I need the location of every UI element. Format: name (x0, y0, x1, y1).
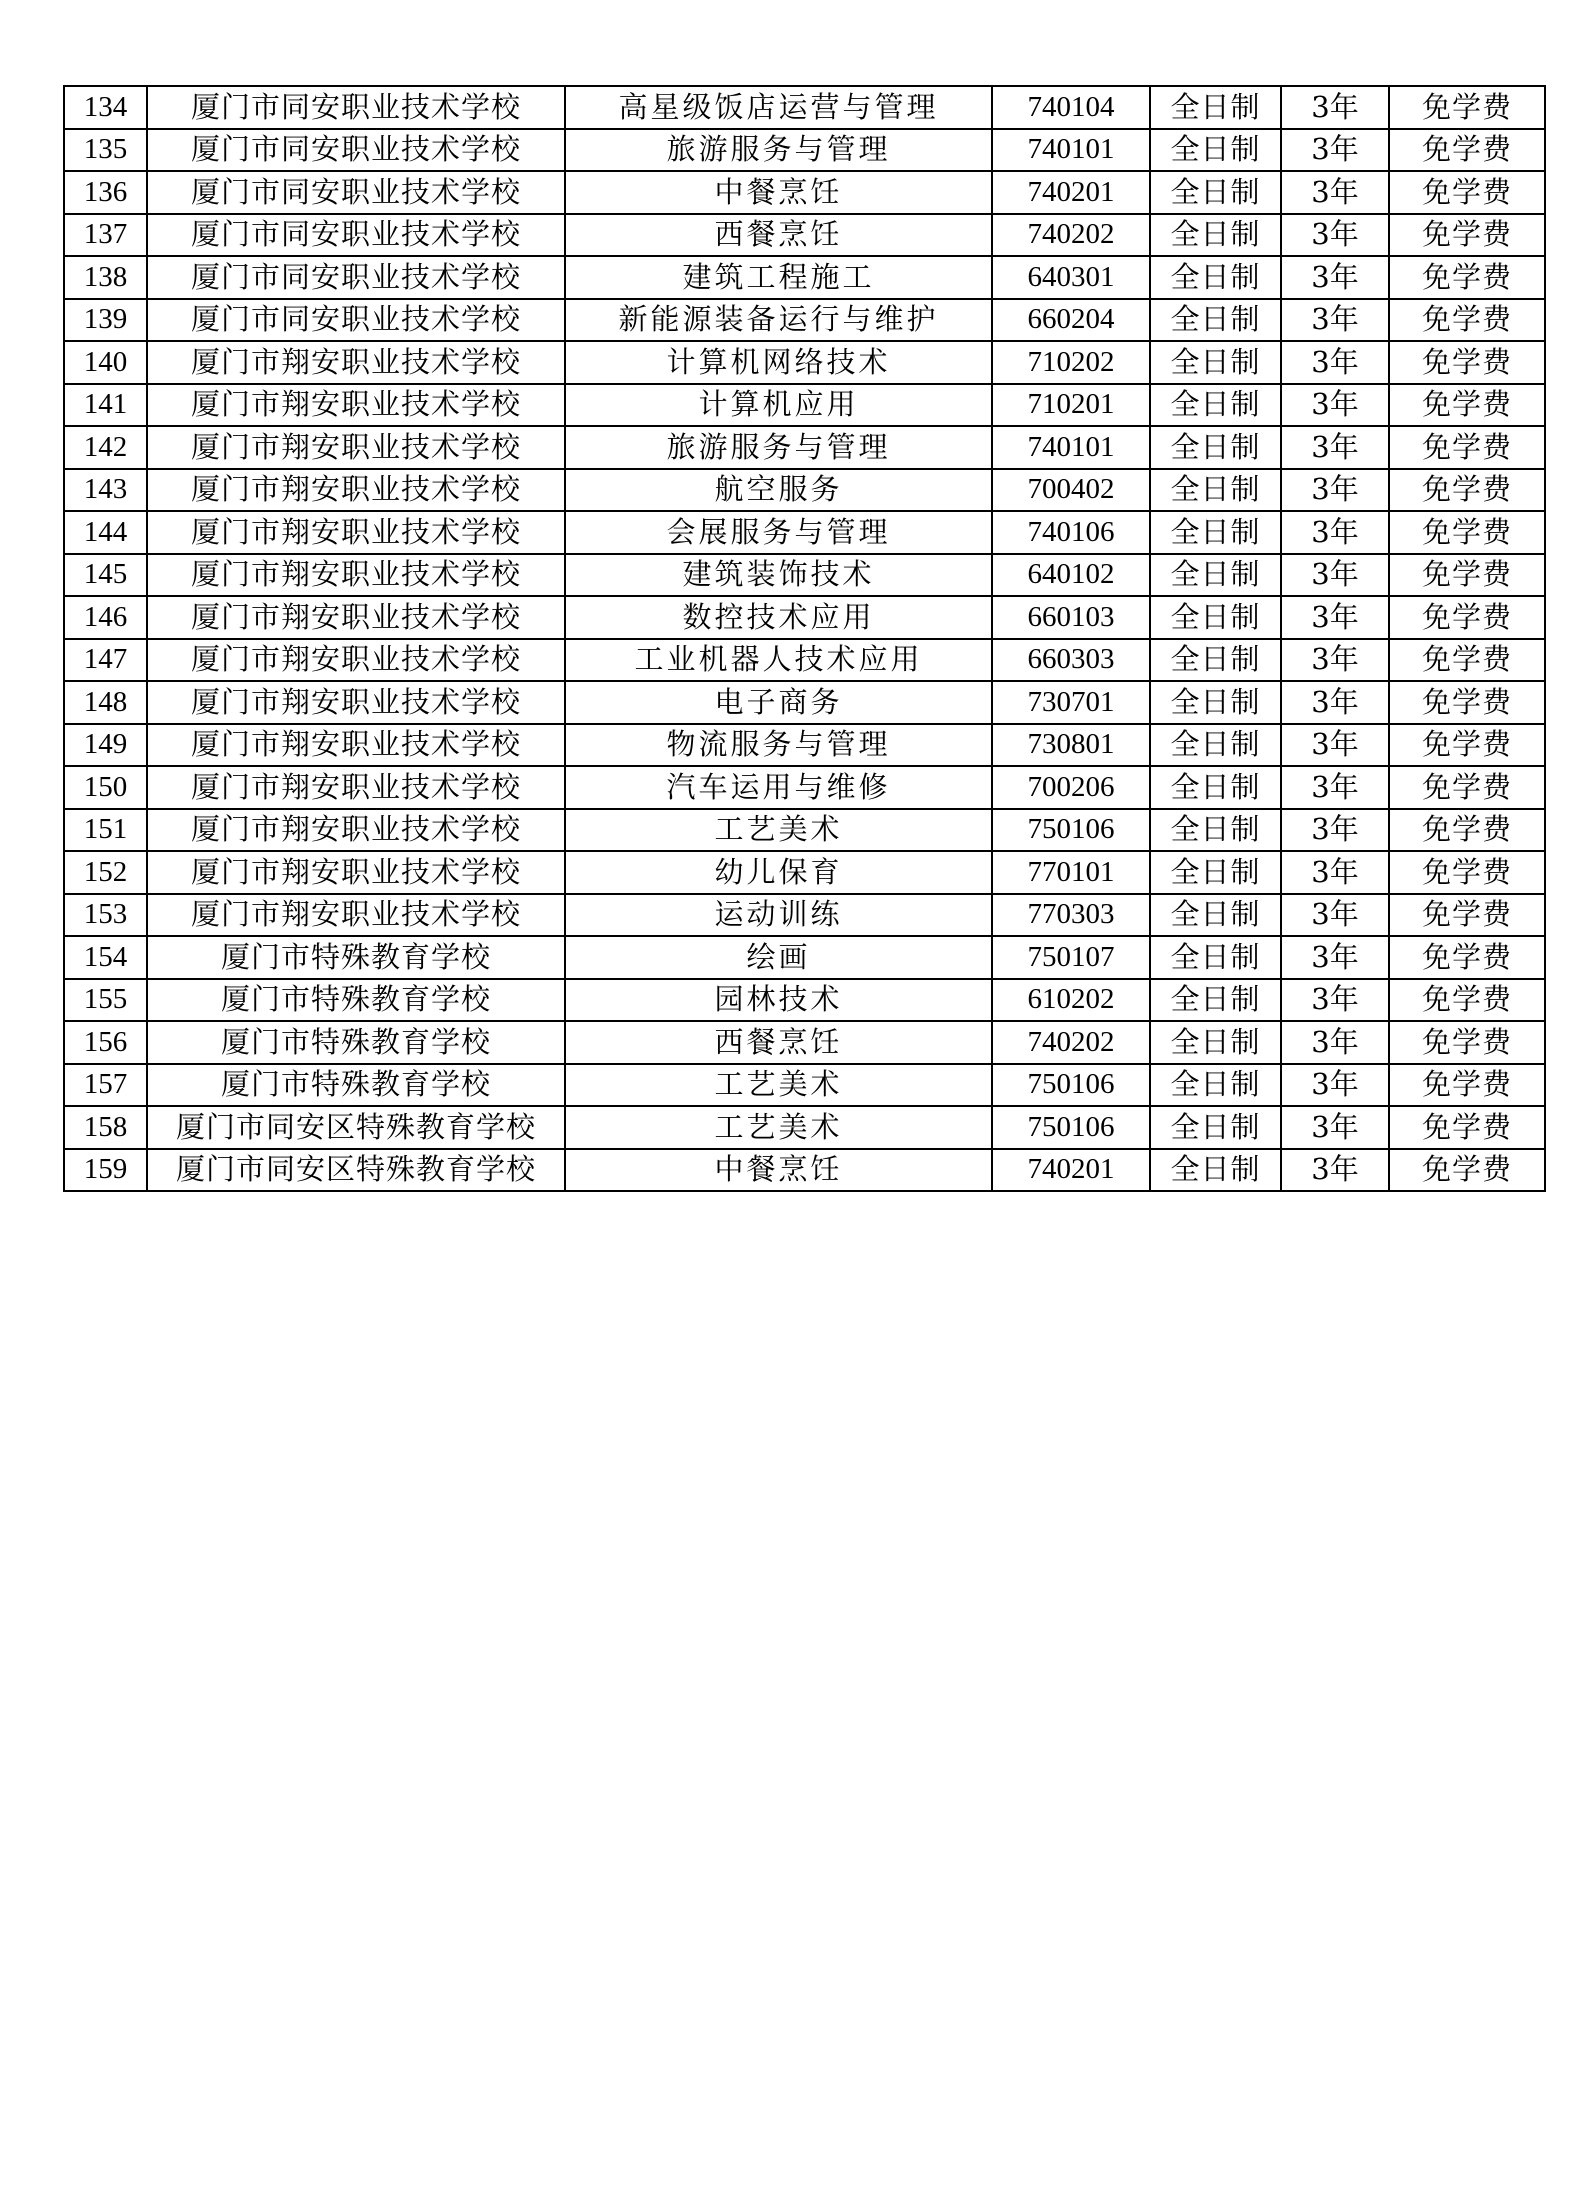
duration-cell: 3年 (1281, 596, 1389, 639)
school-name-cell: 厦门市同安职业技术学校 (147, 256, 565, 299)
major-name-cell: 新能源装备运行与维护 (565, 299, 992, 342)
duration-cell: 3年 (1281, 341, 1389, 384)
major-name-cell: 工业机器人技术应用 (565, 639, 992, 682)
study-mode-cell: 全日制 (1150, 936, 1281, 979)
duration-cell: 3年 (1281, 214, 1389, 257)
major-code-cell: 750106 (992, 1064, 1150, 1107)
school-name-cell: 厦门市翔安职业技术学校 (147, 809, 565, 852)
major-name-cell: 工艺美术 (565, 1064, 992, 1107)
tuition-cell: 免学费 (1389, 214, 1545, 257)
school-name-cell: 厦门市翔安职业技术学校 (147, 596, 565, 639)
table-row (64, 681, 1545, 724)
school-name-cell: 厦门市特殊教育学校 (147, 936, 565, 979)
duration-cell: 3年 (1281, 639, 1389, 682)
duration-cell: 3年 (1281, 256, 1389, 299)
table-row (64, 1106, 1545, 1149)
school-name-cell: 厦门市同安职业技术学校 (147, 171, 565, 214)
tuition-cell: 免学费 (1389, 256, 1545, 299)
row-number-cell: 153 (64, 894, 147, 937)
tuition-cell: 免学费 (1389, 171, 1545, 214)
row-number-cell: 138 (64, 256, 147, 299)
row-number-cell: 154 (64, 936, 147, 979)
major-name-cell: 旅游服务与管理 (565, 426, 992, 469)
major-code-cell: 710201 (992, 384, 1150, 427)
major-code-cell: 740202 (992, 214, 1150, 257)
major-code-cell: 750107 (992, 936, 1150, 979)
major-name-cell: 幼儿保育 (565, 851, 992, 894)
tuition-cell: 免学费 (1389, 936, 1545, 979)
table-row (64, 299, 1545, 342)
row-number-cell: 152 (64, 851, 147, 894)
major-code-cell: 750106 (992, 1106, 1150, 1149)
school-name-cell: 厦门市同安职业技术学校 (147, 86, 565, 129)
school-name-cell: 厦门市翔安职业技术学校 (147, 341, 565, 384)
school-name-cell: 厦门市翔安职业技术学校 (147, 851, 565, 894)
school-name-cell: 厦门市同安职业技术学校 (147, 299, 565, 342)
school-name-cell: 厦门市同安职业技术学校 (147, 129, 565, 172)
major-code-cell: 750106 (992, 809, 1150, 852)
major-name-cell: 中餐烹饪 (565, 171, 992, 214)
school-name-cell: 厦门市翔安职业技术学校 (147, 469, 565, 512)
row-number-cell: 136 (64, 171, 147, 214)
row-number-cell: 140 (64, 341, 147, 384)
major-code-cell: 610202 (992, 979, 1150, 1022)
duration-cell: 3年 (1281, 384, 1389, 427)
major-name-cell: 建筑装饰技术 (565, 554, 992, 597)
duration-cell: 3年 (1281, 1149, 1389, 1192)
row-number-cell: 146 (64, 596, 147, 639)
tuition-cell: 免学费 (1389, 426, 1545, 469)
major-name-cell: 电子商务 (565, 681, 992, 724)
study-mode-cell: 全日制 (1150, 681, 1281, 724)
duration-cell: 3年 (1281, 86, 1389, 129)
school-name-cell: 厦门市同安区特殊教育学校 (147, 1149, 565, 1192)
tuition-cell: 免学费 (1389, 766, 1545, 809)
major-code-cell: 740202 (992, 1021, 1150, 1064)
major-name-cell: 绘画 (565, 936, 992, 979)
table-row (64, 766, 1545, 809)
tuition-cell: 免学费 (1389, 1021, 1545, 1064)
major-name-cell: 建筑工程施工 (565, 256, 992, 299)
study-mode-cell: 全日制 (1150, 894, 1281, 937)
tuition-cell: 免学费 (1389, 681, 1545, 724)
major-name-cell: 旅游服务与管理 (565, 129, 992, 172)
school-name-cell: 厦门市特殊教育学校 (147, 979, 565, 1022)
row-number-cell: 137 (64, 214, 147, 257)
duration-cell: 3年 (1281, 766, 1389, 809)
study-mode-cell: 全日制 (1150, 426, 1281, 469)
tuition-cell: 免学费 (1389, 341, 1545, 384)
school-name-cell: 厦门市翔安职业技术学校 (147, 724, 565, 767)
study-mode-cell: 全日制 (1150, 171, 1281, 214)
school-name-cell: 厦门市特殊教育学校 (147, 1021, 565, 1064)
table-row (64, 1064, 1545, 1107)
table-row (64, 511, 1545, 554)
major-code-cell: 710202 (992, 341, 1150, 384)
duration-cell: 3年 (1281, 511, 1389, 554)
table-row (64, 171, 1545, 214)
study-mode-cell: 全日制 (1150, 1064, 1281, 1107)
study-mode-cell: 全日制 (1150, 809, 1281, 852)
table-row (64, 809, 1545, 852)
major-name-cell: 运动训练 (565, 894, 992, 937)
row-number-cell: 151 (64, 809, 147, 852)
table-row (64, 469, 1545, 512)
duration-cell: 3年 (1281, 851, 1389, 894)
school-name-cell: 厦门市翔安职业技术学校 (147, 766, 565, 809)
duration-cell: 3年 (1281, 979, 1389, 1022)
row-number-cell: 143 (64, 469, 147, 512)
study-mode-cell: 全日制 (1150, 129, 1281, 172)
study-mode-cell: 全日制 (1150, 256, 1281, 299)
tuition-cell: 免学费 (1389, 1064, 1545, 1107)
row-number-cell: 147 (64, 639, 147, 682)
major-code-cell: 640301 (992, 256, 1150, 299)
study-mode-cell: 全日制 (1150, 299, 1281, 342)
duration-cell: 3年 (1281, 554, 1389, 597)
major-code-cell: 730701 (992, 681, 1150, 724)
study-mode-cell: 全日制 (1150, 596, 1281, 639)
major-code-cell: 660103 (992, 596, 1150, 639)
row-number-cell: 159 (64, 1149, 147, 1192)
study-mode-cell: 全日制 (1150, 554, 1281, 597)
duration-cell: 3年 (1281, 469, 1389, 512)
major-code-cell: 740104 (992, 86, 1150, 129)
study-mode-cell: 全日制 (1150, 469, 1281, 512)
table-row (64, 894, 1545, 937)
school-name-cell: 厦门市翔安职业技术学校 (147, 681, 565, 724)
school-name-cell: 厦门市翔安职业技术学校 (147, 639, 565, 682)
row-number-cell: 155 (64, 979, 147, 1022)
study-mode-cell: 全日制 (1150, 1106, 1281, 1149)
school-name-cell: 厦门市同安区特殊教育学校 (147, 1106, 565, 1149)
school-major-table (63, 85, 1546, 1192)
major-name-cell: 会展服务与管理 (565, 511, 992, 554)
major-name-cell: 工艺美术 (565, 1106, 992, 1149)
tuition-cell: 免学费 (1389, 809, 1545, 852)
duration-cell: 3年 (1281, 129, 1389, 172)
duration-cell: 3年 (1281, 724, 1389, 767)
major-code-cell: 700206 (992, 766, 1150, 809)
study-mode-cell: 全日制 (1150, 341, 1281, 384)
major-code-cell: 640102 (992, 554, 1150, 597)
tuition-cell: 免学费 (1389, 851, 1545, 894)
study-mode-cell: 全日制 (1150, 86, 1281, 129)
table-row (64, 129, 1545, 172)
major-code-cell: 660204 (992, 299, 1150, 342)
major-name-cell: 工艺美术 (565, 809, 992, 852)
major-name-cell: 高星级饭店运营与管理 (565, 86, 992, 129)
school-name-cell: 厦门市翔安职业技术学校 (147, 894, 565, 937)
study-mode-cell: 全日制 (1150, 851, 1281, 894)
tuition-cell: 免学费 (1389, 129, 1545, 172)
table-row (64, 384, 1545, 427)
table-row (64, 554, 1545, 597)
major-name-cell: 西餐烹饪 (565, 214, 992, 257)
tuition-cell: 免学费 (1389, 554, 1545, 597)
duration-cell: 3年 (1281, 1064, 1389, 1107)
table-row (64, 851, 1545, 894)
study-mode-cell: 全日制 (1150, 384, 1281, 427)
row-number-cell: 135 (64, 129, 147, 172)
row-number-cell: 134 (64, 86, 147, 129)
row-number-cell: 158 (64, 1106, 147, 1149)
major-code-cell: 740201 (992, 171, 1150, 214)
school-name-cell: 厦门市翔安职业技术学校 (147, 426, 565, 469)
row-number-cell: 157 (64, 1064, 147, 1107)
tuition-cell: 免学费 (1389, 1106, 1545, 1149)
row-number-cell: 141 (64, 384, 147, 427)
row-number-cell: 145 (64, 554, 147, 597)
duration-cell: 3年 (1281, 936, 1389, 979)
table-row (64, 426, 1545, 469)
school-name-cell: 厦门市同安职业技术学校 (147, 214, 565, 257)
row-number-cell: 144 (64, 511, 147, 554)
row-number-cell: 156 (64, 1021, 147, 1064)
duration-cell: 3年 (1281, 681, 1389, 724)
duration-cell: 3年 (1281, 894, 1389, 937)
row-number-cell: 148 (64, 681, 147, 724)
major-name-cell: 物流服务与管理 (565, 724, 992, 767)
table-row (64, 1021, 1545, 1064)
row-number-cell: 150 (64, 766, 147, 809)
table-row (64, 936, 1545, 979)
duration-cell: 3年 (1281, 299, 1389, 342)
table-row (64, 596, 1545, 639)
table-row (64, 1149, 1545, 1192)
tuition-cell: 免学费 (1389, 384, 1545, 427)
tuition-cell: 免学费 (1389, 86, 1545, 129)
major-name-cell: 数控技术应用 (565, 596, 992, 639)
study-mode-cell: 全日制 (1150, 724, 1281, 767)
row-number-cell: 149 (64, 724, 147, 767)
tuition-cell: 免学费 (1389, 979, 1545, 1022)
study-mode-cell: 全日制 (1150, 639, 1281, 682)
table-body (64, 86, 1545, 1191)
table-row (64, 639, 1545, 682)
major-code-cell: 740101 (992, 129, 1150, 172)
tuition-cell: 免学费 (1389, 724, 1545, 767)
major-code-cell: 740201 (992, 1149, 1150, 1192)
tuition-cell: 免学费 (1389, 299, 1545, 342)
major-name-cell: 计算机应用 (565, 384, 992, 427)
major-code-cell: 740101 (992, 426, 1150, 469)
major-code-cell: 770101 (992, 851, 1150, 894)
major-code-cell: 700402 (992, 469, 1150, 512)
study-mode-cell: 全日制 (1150, 1149, 1281, 1192)
major-code-cell: 660303 (992, 639, 1150, 682)
major-name-cell: 中餐烹饪 (565, 1149, 992, 1192)
tuition-cell: 免学费 (1389, 894, 1545, 937)
tuition-cell: 免学费 (1389, 639, 1545, 682)
study-mode-cell: 全日制 (1150, 979, 1281, 1022)
school-name-cell: 厦门市翔安职业技术学校 (147, 384, 565, 427)
major-name-cell: 计算机网络技术 (565, 341, 992, 384)
table-row (64, 341, 1545, 384)
duration-cell: 3年 (1281, 426, 1389, 469)
row-number-cell: 139 (64, 299, 147, 342)
table-row (64, 86, 1545, 129)
study-mode-cell: 全日制 (1150, 511, 1281, 554)
study-mode-cell: 全日制 (1150, 214, 1281, 257)
tuition-cell: 免学费 (1389, 596, 1545, 639)
tuition-cell: 免学费 (1389, 469, 1545, 512)
table-row (64, 214, 1545, 257)
major-name-cell: 航空服务 (565, 469, 992, 512)
table-row (64, 256, 1545, 299)
major-code-cell: 740106 (992, 511, 1150, 554)
table-row (64, 724, 1545, 767)
major-code-cell: 770303 (992, 894, 1150, 937)
major-name-cell: 汽车运用与维修 (565, 766, 992, 809)
duration-cell: 3年 (1281, 1021, 1389, 1064)
row-number-cell: 142 (64, 426, 147, 469)
major-code-cell: 730801 (992, 724, 1150, 767)
duration-cell: 3年 (1281, 1106, 1389, 1149)
table-row (64, 979, 1545, 1022)
school-name-cell: 厦门市特殊教育学校 (147, 1064, 565, 1107)
duration-cell: 3年 (1281, 171, 1389, 214)
study-mode-cell: 全日制 (1150, 766, 1281, 809)
study-mode-cell: 全日制 (1150, 1021, 1281, 1064)
major-name-cell: 西餐烹饪 (565, 1021, 992, 1064)
major-name-cell: 园林技术 (565, 979, 992, 1022)
tuition-cell: 免学费 (1389, 511, 1545, 554)
tuition-cell: 免学费 (1389, 1149, 1545, 1192)
duration-cell: 3年 (1281, 809, 1389, 852)
school-name-cell: 厦门市翔安职业技术学校 (147, 554, 565, 597)
school-name-cell: 厦门市翔安职业技术学校 (147, 511, 565, 554)
